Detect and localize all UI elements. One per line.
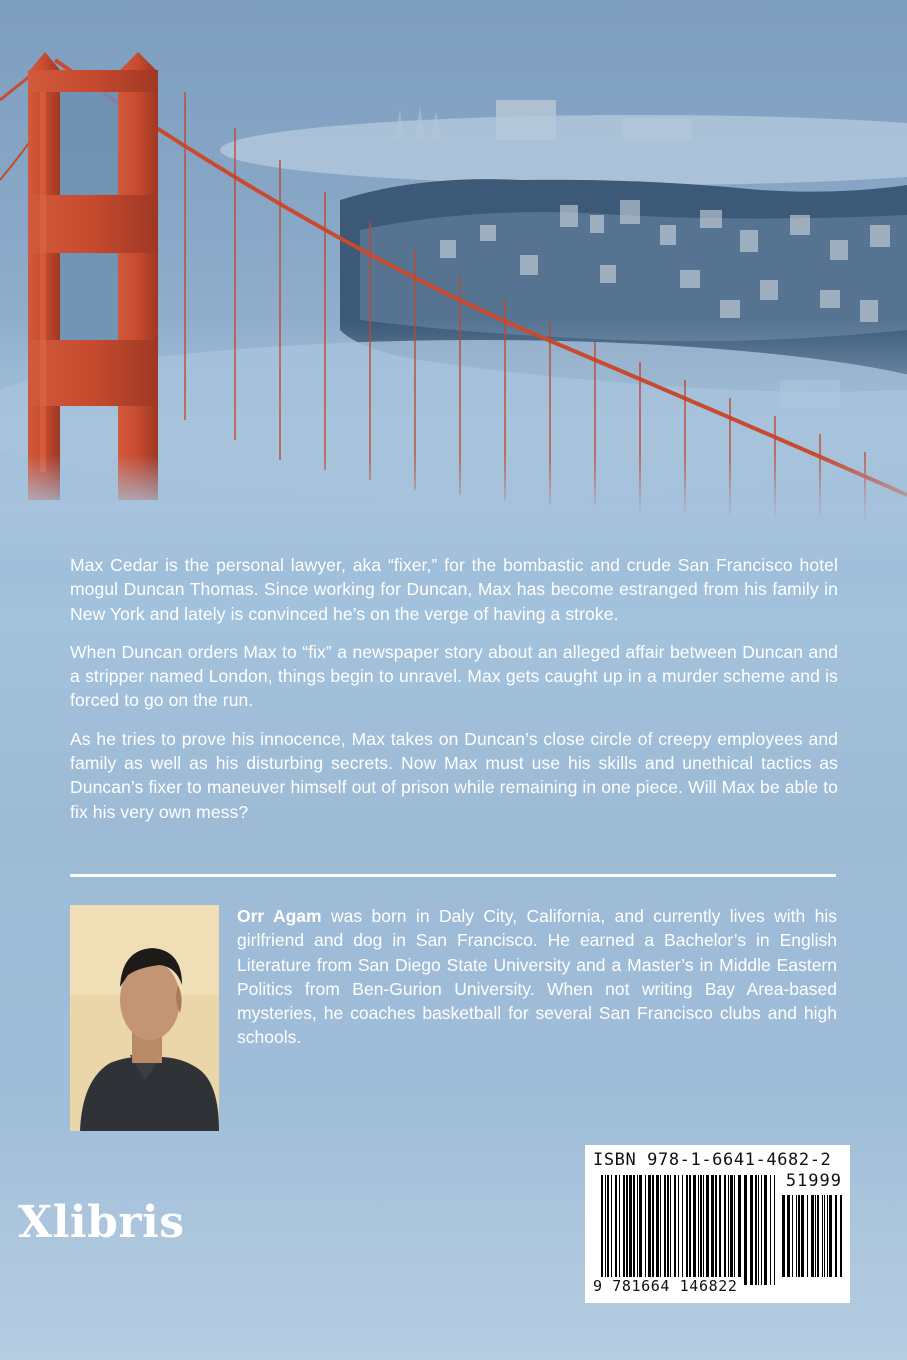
isbn-label: ISBN 978-1-6641-4682-2 (593, 1150, 832, 1170)
cover-photo-golden-gate-bridge (0, 0, 907, 560)
barcode-price-bars (782, 1195, 842, 1277)
publisher-logo: Xlibris (18, 1197, 185, 1248)
author-bio-text: was born in Daly City, California, and currently lives with his girlfriend and dog in San Francisco. He earned a Bachelor’s in English Literature from San Diego State University and a Master’s in Middle Eastern Politics from Ben-Gurion University. When not writing Bay Area-based mysteries, he coaches basketball for several San Francisco clubs and high schools. (237, 906, 837, 1048)
barcode-digits: 9 781664 146822 (593, 1277, 741, 1295)
description-paragraph: As he tries to prove his innocence, Max takes on Duncan’s close circle of creepy employees and family as well as his disturbing secrets. Now Max must use his skills and unethical tactics as Duncan’s fixer to maneuver himself out of prison while remaining in one piece. Will Max be able to fix his very own mess? (70, 728, 838, 822)
isbn-barcode (585, 1145, 850, 1303)
author-name: Orr Agam (237, 906, 322, 926)
description-paragraph: Max Cedar is the personal lawyer, aka “fixer,” for the bombastic and crude San Francisco hotel mogul Duncan Thomas. Since working for Duncan, Max has become estranged from his family in New York and lately is convinced he’s on the verge of having a stroke. (70, 555, 838, 624)
section-divider (70, 874, 836, 877)
author-bio (237, 904, 837, 1050)
barcode-main-bars (601, 1175, 777, 1285)
description-paragraph: When Duncan orders Max to “fix” a newspaper story about an alleged affair between Duncan and a stripper named London, things begin to unravel. Max gets caught up in a murder scheme and is forced to go on the run. (70, 641, 838, 711)
book-description (70, 553, 838, 838)
price-code: 51999 (785, 1171, 842, 1191)
author-photo (70, 905, 219, 1131)
